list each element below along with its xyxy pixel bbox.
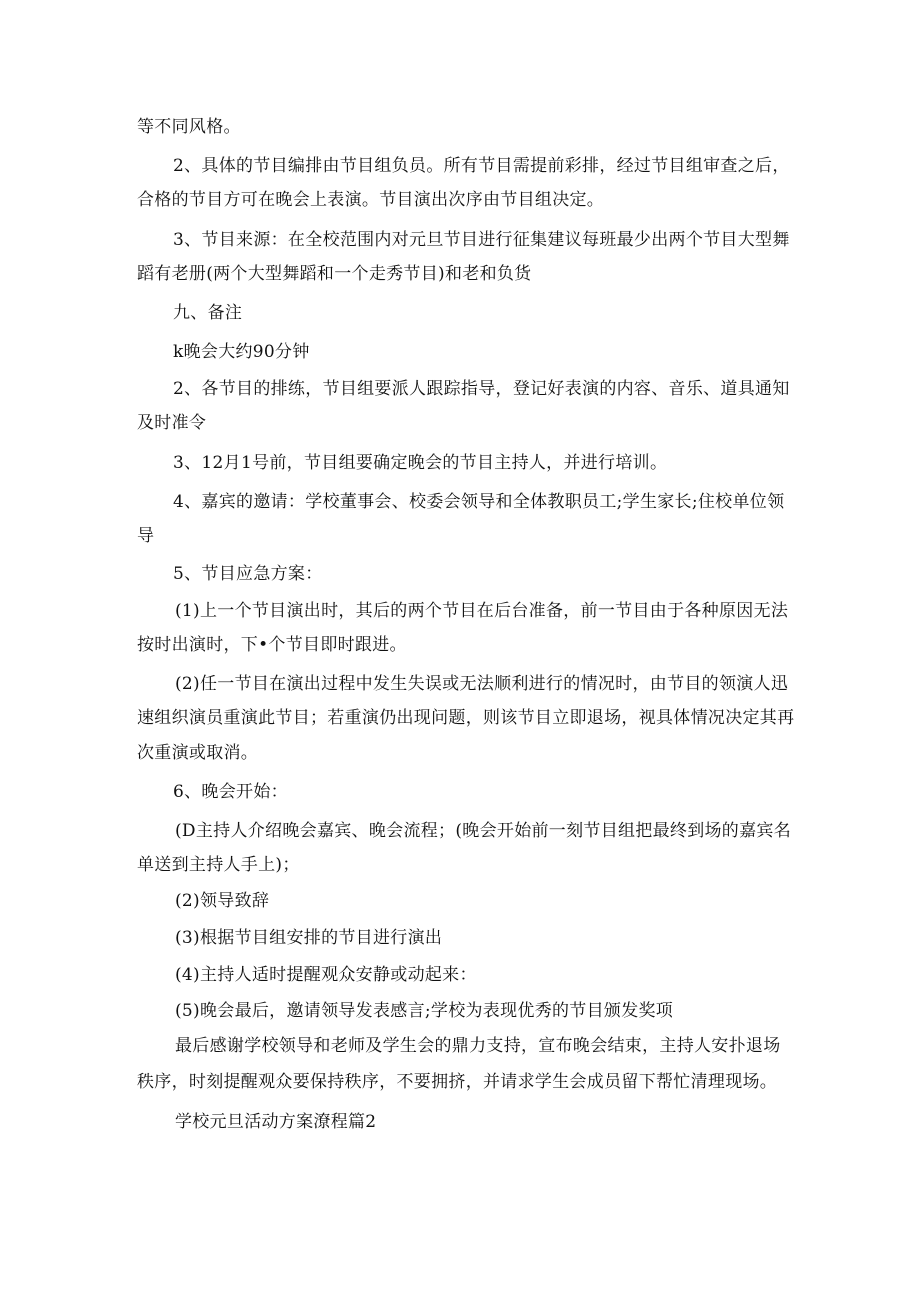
paragraph-line: 秩序，时刻提醒观众要保持秩序，不要拥挤，并请求学生会成员留下帮忙清理现场。 — [137, 1072, 778, 1092]
paragraph-line: 5、节目应急方案： — [173, 564, 323, 584]
paragraph-line: 合格的节目方可在晚会上表演。节目演出次序由节目组决定。 — [137, 190, 605, 210]
paragraph-line: (1)上一个节目演出时，其后的两个节目在后台准备，前一节目由于各种原因无法 — [175, 601, 789, 621]
paragraph-line: 2、具体的节目编排由节目组负员。所有节目需提前彩排，经过节目组审查之后， — [173, 156, 790, 176]
section-heading: 学校元旦活动方案潦程篇2 — [175, 1112, 377, 1132]
paragraph-line: 3、节目来源：在全校范围内对元旦节目进行征集建议每班最少出两个节目大型舞 — [173, 230, 790, 250]
paragraph-line: (5)晚会最后，邀请领导发表感言;学校为表现优秀的节目颁发奖项 — [175, 1001, 674, 1021]
paragraph-line: (2)领导致辞 — [175, 891, 270, 911]
paragraph-line: (2)任一节目在演出过程中发生失误或无法顺利进行的情况时，由节目的领演人迅 — [175, 674, 789, 694]
paragraph-line: 单送到主持人手上)； — [137, 855, 300, 875]
paragraph-line: k晚会大约90分钟 — [173, 342, 310, 362]
paragraph-line: 最后感谢学校领导和老师及学生会的鼎力支持，宣布晚会结束，主持人安扑退场 — [175, 1036, 781, 1056]
paragraph-line: 3、12月1号前，节目组要确定晚会的节目主持人，并进行培训。 — [173, 453, 668, 473]
paragraph-line: 速组织演员重演此节目；若重演仍出现问题，则该节目立即退场，视具体情况决定其再 — [137, 708, 795, 728]
paragraph-line: 及时准令 — [137, 413, 207, 433]
paragraph-line: 6、晚会开始： — [173, 782, 288, 802]
paragraph-line: 蹈有老册(两个大型舞蹈和一个走秀节目)和老和负货 — [137, 264, 532, 284]
paragraph-line: (3)根据节目组安排的节目进行演出 — [175, 928, 443, 948]
paragraph-line: (4)主持人适时提醒观众安静或动起来： — [175, 965, 477, 985]
paragraph-line: 次重演或取消。 — [137, 743, 259, 763]
section-heading: 九、备注 — [173, 303, 243, 323]
paragraph-line: 2、各节目的排练，节目组要派人跟踪指导，登记好表演的内容、音乐、道具通知 — [173, 379, 790, 399]
paragraph-line: (D主持人介绍晚会嘉宾、晚会流程；(晚会开始前一刻节目组把最终到场的嘉宾名 — [175, 821, 791, 841]
paragraph-line: 按时出演时，下•个节目即时跟进。 — [137, 635, 407, 655]
paragraph-line: 导 — [137, 526, 155, 546]
paragraph-line: 等不同风格。 — [137, 117, 241, 137]
paragraph-line: 4、嘉宾的邀请：学校董事会、校委会领导和全体教职员工;学生家长;住校单位领 — [173, 492, 785, 512]
